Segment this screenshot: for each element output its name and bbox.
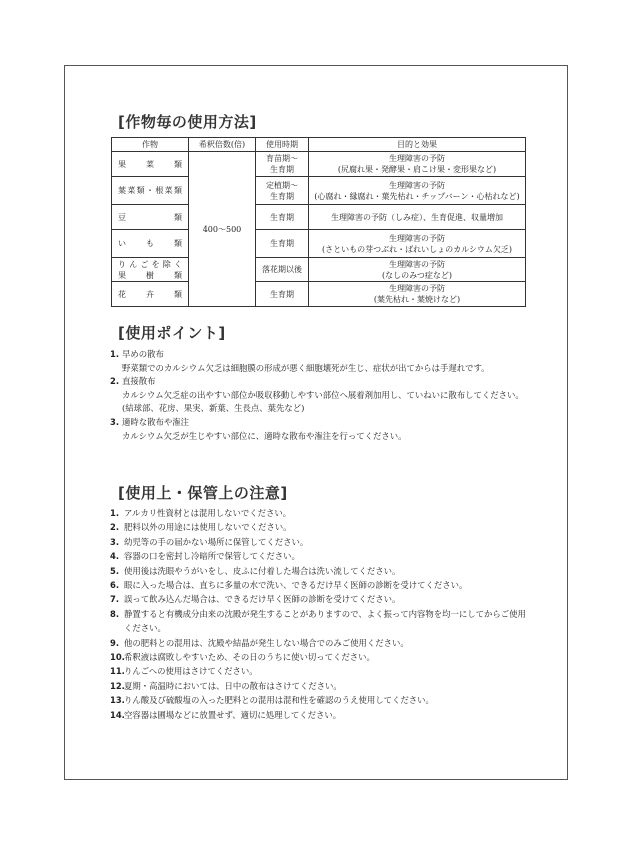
- caution-number: 2.: [110, 522, 120, 533]
- cell-crop: [112, 282, 189, 307]
- caution-item: [110, 592, 530, 606]
- caution-number: 9.: [110, 637, 120, 648]
- table-row: [112, 205, 526, 230]
- point-item: [110, 348, 530, 375]
- effect-text: 生理障害の予防: [389, 284, 445, 293]
- effect-text: 生理障害の予防: [389, 154, 445, 163]
- cell-period: [256, 230, 309, 258]
- point-title: 直接散布: [122, 376, 156, 387]
- caution-number: 10.: [110, 652, 125, 663]
- cell-period: [256, 177, 309, 205]
- table-row: [112, 177, 526, 205]
- table-row: [112, 230, 526, 258]
- caution-text: 幼児等の手の届かない場所に保管してください。: [124, 536, 309, 547]
- cell-effect: [309, 177, 526, 205]
- caution-number: 3.: [110, 536, 120, 547]
- caution-item: [110, 607, 530, 636]
- caution-item: [110, 679, 530, 693]
- caution-section-title: [使用上・保管上の注意]: [118, 484, 288, 502]
- caution-text: りん酸及び硫酸塩の入った肥料との混用は混和性を確認のうえ使用してください。: [124, 695, 434, 706]
- period-text: 生育期: [270, 212, 294, 222]
- period-text: 生育期: [270, 289, 294, 299]
- cell-effect: [309, 205, 526, 230]
- cell-crop: [112, 177, 189, 205]
- effect-text: (なしのみつ症など): [381, 270, 453, 280]
- cell-crop: [112, 230, 189, 258]
- caution-number: 5.: [110, 565, 120, 576]
- effect-text: (尻腐れ果・発酵果・肩こけ果・変形果など): [337, 165, 497, 174]
- point-title: 早めの散布: [122, 349, 164, 359]
- effect-text: (心腐れ・縁腐れ・葉先枯れ・チップバーン・心枯れなど): [314, 191, 520, 201]
- points-list: [110, 348, 530, 443]
- caution-number: 7.: [110, 594, 120, 605]
- period-text: 生育期: [270, 239, 294, 248]
- caution-item: [110, 578, 530, 592]
- caution-item: [110, 664, 530, 678]
- effect-text: 生理障害の予防: [389, 180, 445, 190]
- point-number: 2.: [110, 376, 120, 387]
- caution-item: [110, 535, 530, 549]
- cell-effect: [309, 230, 526, 258]
- point-number: 3.: [110, 416, 120, 427]
- point-title: 適時な散布や潅注: [122, 416, 189, 427]
- period-text: 生育期: [270, 191, 294, 201]
- caution-text: 夏期・高温時においては、日中の散布はさけてください。: [124, 680, 342, 691]
- cell-period: [256, 282, 309, 307]
- table-row: [112, 282, 526, 307]
- crop-text: 果 菜 類: [118, 159, 182, 169]
- caution-number: 12.: [110, 680, 125, 691]
- caution-item: [110, 549, 530, 563]
- point-item: [110, 375, 530, 416]
- usage-table: [111, 137, 526, 307]
- period-text: 生育期: [270, 165, 294, 174]
- table-row: [112, 152, 526, 177]
- cell-period: [256, 258, 309, 282]
- header-crop: 作物: [112, 138, 189, 152]
- crop-text: りんごを除く: [118, 259, 182, 269]
- caution-text: 誤って飲み込んだ場合は、できるだけ早く医師の診断を受けてください。: [124, 594, 401, 605]
- caution-number: 6.: [110, 580, 120, 591]
- header-dilution: 希釈倍数(倍): [189, 138, 256, 152]
- caution-item: [110, 564, 530, 578]
- crop-text: 花 卉 類: [118, 289, 182, 299]
- cell-period: [256, 205, 309, 230]
- caution-text: 静置すると有機成分由来の沈殿が発生することがありますので、よく振って内容物を均一にしてからご使用ください。: [124, 608, 526, 634]
- usage-section-title: [作物毎の使用方法]: [118, 113, 257, 131]
- cell-effect: [309, 152, 526, 177]
- table-header-row: [112, 138, 526, 152]
- caution-number: 13.: [110, 695, 125, 706]
- point-number: 1.: [110, 349, 120, 359]
- point-description: カルシウム欠乏症の出やすい部位か吸収移動しやすい部位へ展着剤加用し、ていねいに散布してください。(結球部、花房、果実、新葉、生長点、葉先など): [122, 389, 524, 414]
- point-description: カルシウム欠乏が生じやすい部位に、適時な散布や潅注を行ってください。: [122, 430, 407, 441]
- caution-text: 空容器は圃場などに放置せず、適切に処理してください。: [124, 709, 342, 720]
- crop-text: 果 樹 類: [118, 270, 182, 280]
- caution-text: 希釈液は腐敗しやすいため、その日のうちに使い切ってください。: [124, 652, 375, 663]
- cell-period: [256, 152, 309, 177]
- header-period: 使用時期: [256, 138, 309, 152]
- point-description: 野菜類でのカルシウム欠乏は細胞膜の形成が悪く細胞壊死が生じ、症状が出てからは手遅れです。: [122, 362, 490, 373]
- caution-text: りんごへの使用はさけてください。: [124, 666, 258, 677]
- effect-text: 生理障害の予防: [389, 233, 445, 243]
- cell-dilution: 400〜500: [189, 152, 256, 307]
- effect-text: (さといもの芽つぶれ・ばれいしょのカルシウム欠乏): [322, 244, 512, 254]
- period-text: 育苗期〜: [266, 154, 298, 163]
- caution-number: 8.: [110, 608, 120, 619]
- crop-text: い も 類: [118, 239, 182, 248]
- caution-text: 使用後は洗眼やうがいをし、皮ふに付着した場合は洗い流してください。: [124, 565, 401, 576]
- caution-text: 容器の口を密封し冷暗所で保管してください。: [124, 551, 300, 562]
- caution-text: 他の肥料との混用は、沈殿や結晶が発生しない場合でのみご使用ください。: [124, 637, 409, 648]
- caution-item: [110, 506, 530, 520]
- table-row: [112, 258, 526, 282]
- point-item: [110, 416, 530, 443]
- effect-text: (葉先枯れ・葉焼けなど): [373, 295, 461, 304]
- caution-text: 眼に入った場合は、直ちに多量の水で洗い、できるだけ早く医師の診断を受けてください。: [124, 580, 468, 591]
- effect-text: 生理障害の予防: [389, 259, 445, 269]
- caution-item: [110, 650, 530, 664]
- caution-item: [110, 708, 530, 722]
- cell-effect: [309, 282, 526, 307]
- caution-list: [110, 506, 530, 722]
- effect-text: 生理障害の予防（しみ症）、生育促進、収量増加: [331, 212, 503, 222]
- caution-number: 1.: [110, 508, 120, 518]
- caution-number: 11.: [110, 666, 125, 677]
- header-effect: 目的と効果: [309, 138, 526, 152]
- period-text: 定植期〜: [266, 180, 298, 190]
- caution-number: 4.: [110, 551, 120, 562]
- crop-text: 葉菜類・根菜類: [118, 186, 182, 195]
- cell-crop: [112, 258, 189, 282]
- crop-text: 豆 類: [118, 212, 182, 222]
- cell-crop: [112, 152, 189, 177]
- cell-effect: [309, 258, 526, 282]
- caution-text: 肥料以外の用途には使用しないでください。: [124, 522, 292, 533]
- caution-item: [110, 693, 530, 707]
- cell-crop: [112, 205, 189, 230]
- caution-number: 14.: [110, 709, 125, 720]
- points-section-title: [使用ポイント]: [118, 324, 226, 342]
- caution-text: アルカリ性資材とは混用しないでください。: [124, 508, 292, 518]
- caution-item: [110, 636, 530, 650]
- period-text: 落花期以後: [262, 265, 302, 274]
- caution-item: [110, 520, 530, 534]
